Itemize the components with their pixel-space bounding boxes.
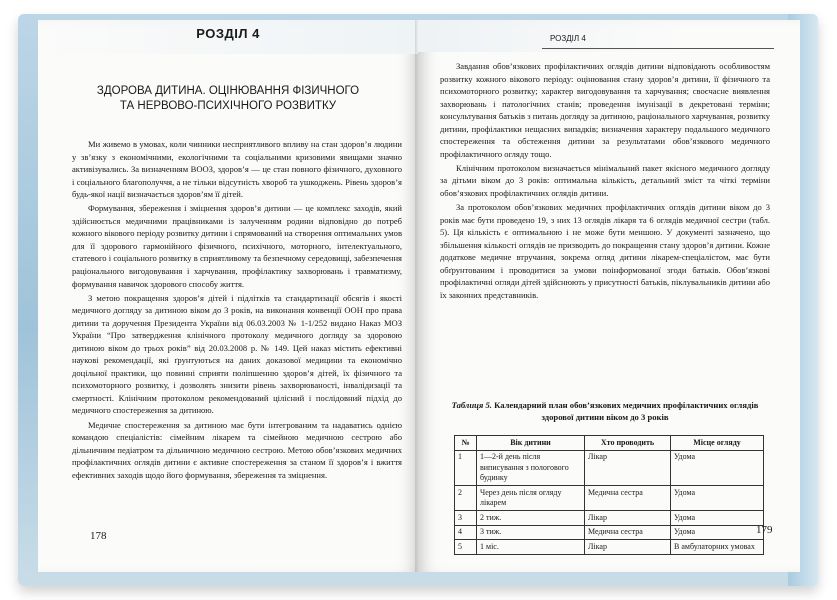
table-cell: 1 — [455, 450, 477, 486]
table-cell: 2 — [455, 486, 477, 511]
table-cell: 5 — [455, 540, 477, 555]
paragraph: Ми живемо в умовах, коли чинники несприятливого впливу на стан здоров’я людини у зв’язку з економічними, екологічними та соціальними кризовими явищами значно активізувались. За визначенням ВООЗ, здоров’я — це стан повного фізичного, духовного і соціального благополуччя, а не тільки відсутність хвороб та ушкоджень. Рівень здоров’я будь-якої нації визначається здоров’ям її дітей. — [72, 139, 402, 200]
right-body-text — [440, 60, 770, 303]
table-caption-label: Таблиця 5. — [451, 400, 492, 410]
table-cell: Удома — [671, 525, 764, 540]
table-cell: 3 тиж. — [477, 525, 585, 540]
paragraph: З метою покращення здоров’я дітей і підлітків та стандартизації обсягів і якості медичного догляду за дитиною віком до 3 років, на виконання конвенції ООН про права дитини та доручення Президента України від 06.03.2003 № 1-1/252 видано Наказ МОЗ України “Про затвердження клінічного протоколу медичного догляду за здоровою дитиною віком до трьох років” від 20.03.2008 р. № 149. Цей наказ містить ефективні наукові рекомендації, які ґрунтуються на даних доказової медицини та економічно доцільної практики, що повинні сприяти поліпшенню здоров’я дітей, їх фізичного та психомоторного розвитку, і дозволять знизити рівень захворюваності, інвалідизації та смертності. Клінічним протоколом рекомендований цілісний і послідовний підхід до медичного спостереження за дитиною. — [72, 292, 402, 416]
table-row — [455, 540, 764, 555]
table-row — [455, 450, 764, 486]
table-header-row — [455, 436, 764, 451]
paragraph: За протоколом обов’язкових медичних профілактичних оглядів дитини віком до 3 років має бути проведено 19, з них 13 оглядів лікаря та 6 оглядів медичної сестри (табл. 5). Ця кількість є оптимальною і не може бути меншою. У документі зазначено, що збільшення кількості оглядів не призводить до покращення стану здоров’я дитини. Кожне додаткове медичне втручання, зокрема огляд дитини лікарем-спеціалістом, має бути обґрунтованим і проводитися за умови поінформованої згоди батьків. Обов’язкові профілактичні огляди дітей здійснюють у присутності батьків, піклувальників дитини або їх законних представників. — [440, 202, 770, 300]
table-cell: 4 — [455, 525, 477, 540]
header-cell: Вік дитини — [477, 436, 585, 451]
table-cell: Лікар — [585, 511, 671, 526]
left-body-text — [72, 138, 402, 483]
table-cell: 1 міс. — [477, 540, 585, 555]
page-number: 179 — [756, 524, 773, 536]
section-title — [78, 84, 378, 114]
table-caption — [440, 400, 770, 423]
running-header — [418, 20, 800, 52]
table-row — [455, 525, 764, 540]
paragraph: Формування, збереження і зміцнення здоров’я дитини — це комплекс заходів, який здійснюється медичними працівниками із залученням родини відповідно до потреб кожного вікового періоду розвитку дитини і спрямований на створення оптимальних умов для її здорового гармонійного фізичного, психічного, моторного, інтелектуального, статевого і соціального розвитку в сприятливому та безпечному середовищі, забезпечення раціонального вигодовування і харчування, профілактику захворювань і травматизму, формування навичок здорового способу життя. — [72, 203, 402, 289]
chapter-bar — [38, 20, 418, 54]
table-caption-text: Календарний план обов’язкових медичних профілактичних оглядів здорової дитини віком до 3 років — [494, 400, 759, 422]
header-rule — [542, 48, 774, 49]
table-cell: Через день після огляду лікарем — [477, 486, 585, 511]
running-header-text: РОЗДІЛ 4 — [550, 34, 586, 43]
table-cell: 1—2-й день після виписування з пологового будинку — [477, 450, 585, 486]
table-cell: Удома — [671, 511, 764, 526]
section-title-line-1: ЗДОРОВА ДИТИНА. ОЦІНЮВАННЯ ФІЗИЧНОГО — [96, 85, 360, 97]
left-page — [38, 20, 418, 572]
table-cell: В амбулаторних умовах — [671, 540, 764, 555]
table-cell: Удома — [671, 450, 764, 486]
paragraph: Медичне спостереження за дитиною має бути інтегрованим та надаватись однією командою спеціалістів: сімейним лікарем та сімейною медичною сестрою або дільничним педіатром та дільничною медичною сестрою. Метою обов’язкових медичних профілактичних оглядів дитини є активне спостереження за станом її здоров’я і вжиття ефективних заходів щодо його формування, збереження та зміцнення. — [72, 419, 402, 480]
chapter-title: РОЗДІЛ 4 — [196, 26, 260, 41]
paragraph: Завдання обов’язкових профілактичних оглядів дитини відповідають особливостям розвитку кожного вікового періоду: оцінювання стану здоров’я дитини, її фізичного та психомоторного розвитку; характер вигодовування та харчування; своєчасне виявлення захворювань і патологічних станів; проведення імунізації в декретовані терміни; консультування батьків з питань догляду за дитиною, раціонального харчування, розвитку дитини, профілактики нещасних випадків; визначення характеру подальшого медичного спостереження та обстеження дитини за результатами обов’язкового медичного профілактичного огляду тощо. — [440, 61, 770, 159]
table-row — [455, 486, 764, 511]
header-cell: Місце огляду — [671, 436, 764, 451]
table-cell: Лікар — [585, 450, 671, 486]
table-cell: 3 — [455, 511, 477, 526]
table-cell: 2 тиж. — [477, 511, 585, 526]
section-title-line-2: ТА НЕРВОВО-ПСИХІЧНОГО РОЗВИТКУ — [119, 100, 337, 112]
table-cell: Удома — [671, 486, 764, 511]
table-row — [455, 511, 764, 526]
table-cell: Лікар — [585, 540, 671, 555]
table-cell: Медична сестра — [585, 525, 671, 540]
header-cell: № — [455, 436, 477, 451]
paragraph: Клінічним протоколом визначається мінімальний пакет якісного медичного догляду за дітьми віком до 3 років: оптимальна кількість, детальний зміст та чіткі терміни обов’язкових профілактичних оглядів дитини. — [440, 162, 770, 198]
right-page — [418, 20, 800, 572]
table-cell: Медична сестра — [585, 486, 671, 511]
header-cell: Хто проводить — [585, 436, 671, 451]
page-number: 178 — [90, 530, 107, 542]
schedule-table — [454, 435, 764, 555]
